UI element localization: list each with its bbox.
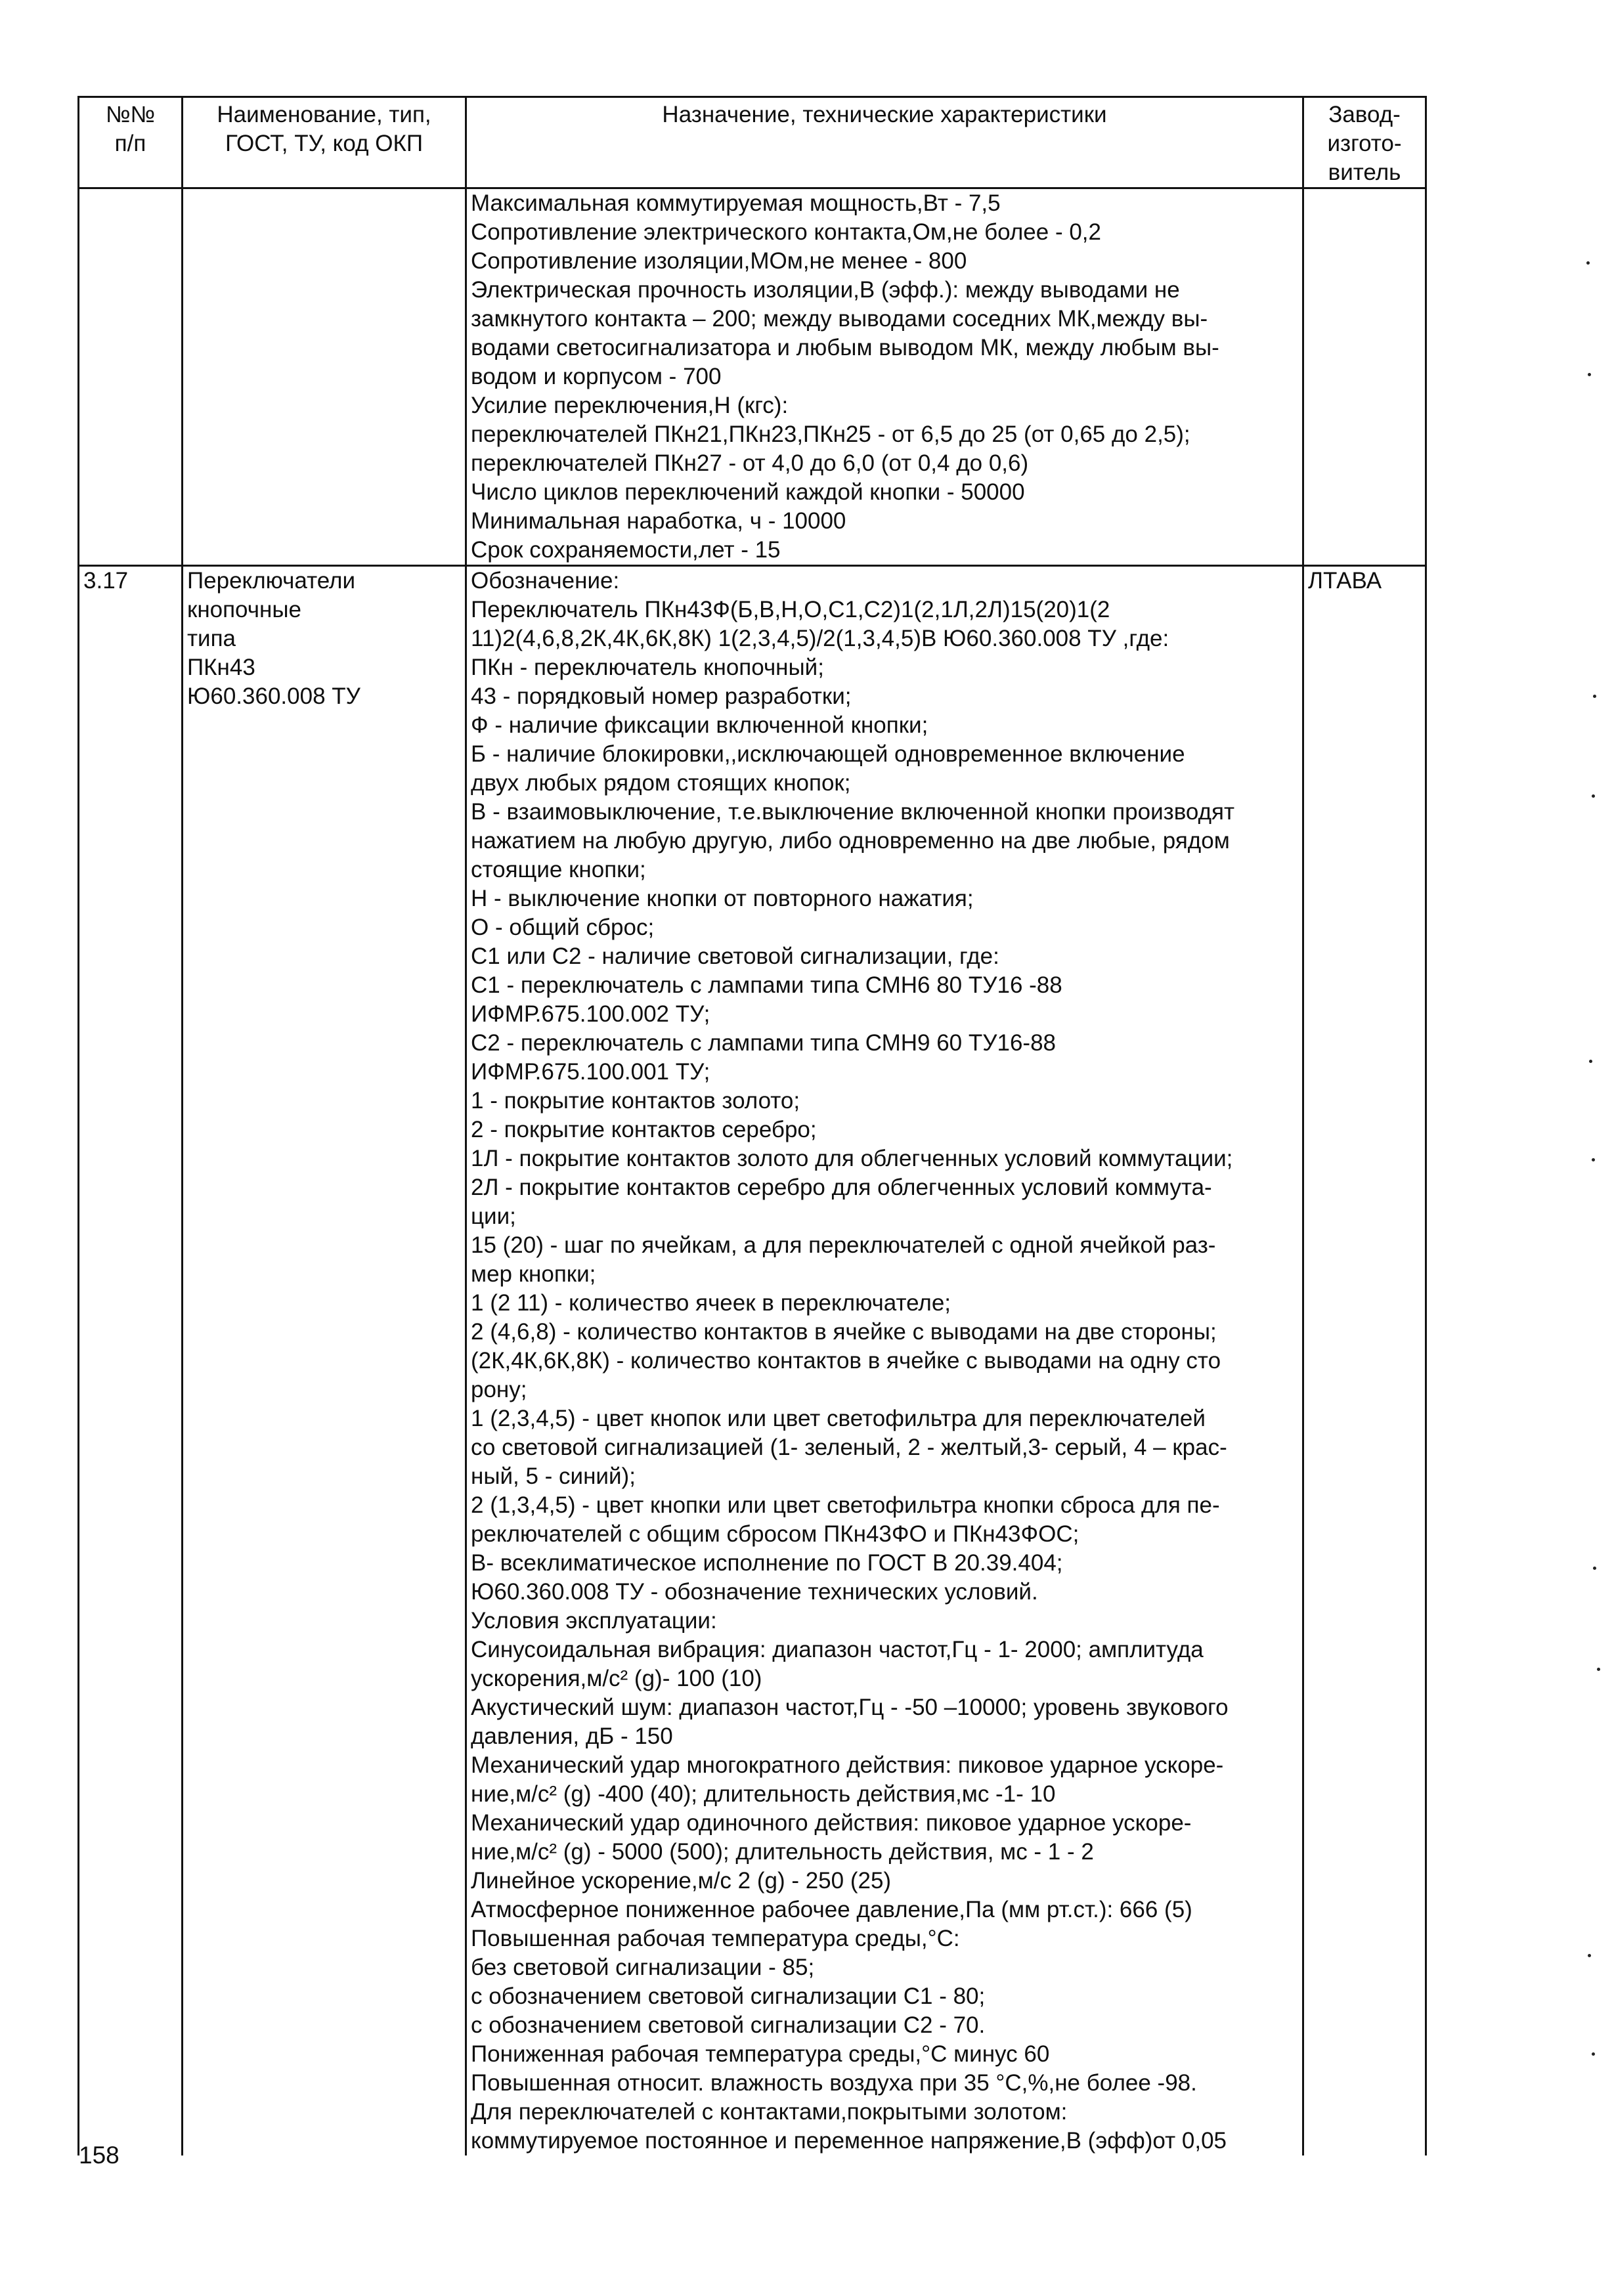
description-line: без световой сигнализации - 85; xyxy=(471,1955,815,1980)
name-line: Переключатели xyxy=(187,568,356,594)
scan-speck xyxy=(1592,794,1595,798)
description-line: Атмосферное пониженное рабочее давление,Па (мм рт.ст.): 666 (5) xyxy=(471,1897,1192,1922)
header-name: Наименование, тип, ГОСТ, ТУ, код ОКП xyxy=(183,97,466,188)
scan-speck xyxy=(1593,1567,1596,1570)
description-line: Для переключателей с контактами,покрытыми золотом: xyxy=(471,2099,1068,2125)
description-line: Усилие переключения,Н (кгс): xyxy=(471,393,789,418)
description-line: ние,м/с² (g) - 5000 (500); длительность действия, мс - 1 - 2 xyxy=(471,1839,1094,1865)
name-line: Ю60.360.008 ТУ xyxy=(187,683,360,709)
scan-speck xyxy=(1588,373,1591,376)
description-line: со световой сигнализацией (1- зеленый, 2 - желтый,3- серый, 4 – крас- xyxy=(471,1435,1227,1460)
scan-speck xyxy=(1586,261,1590,265)
description-line: Ф - наличие фиксации включенной кнопки; xyxy=(471,712,928,738)
description-line: ние,м/с² (g) -400 (40); длительность действия,мс -1- 10 xyxy=(471,1781,1056,1807)
name-line: кнопочные xyxy=(187,597,301,622)
table-row xyxy=(79,566,1426,2156)
header-purpose: Назначение, технические характеристики xyxy=(466,97,1303,188)
table-row xyxy=(79,188,1426,566)
description-line: Б - наличие блокировки,,исключающей одновременное включение xyxy=(471,741,1185,767)
description-line: Минимальная наработка, ч - 10000 xyxy=(471,508,846,534)
description-line: Число циклов переключений каждой кнопки - 50000 xyxy=(471,479,1025,505)
name-line: типа xyxy=(187,626,236,651)
description-line: переключателей ПКн27 - от 4,0 до 6,0 (от 0,4 до 0,6) xyxy=(471,450,1029,476)
description-line: двух любых рядом стоящих кнопок; xyxy=(471,770,851,796)
manufacturer: ЛТАВА xyxy=(1308,568,1382,594)
description-line: с обозначением световой сигнализации С2 - 70. xyxy=(471,2012,986,2038)
description-line: реключателей с общим сбросом ПКн43ФО и ПКн43ФОС; xyxy=(471,1521,1080,1547)
description-line: Линейное ускорение,м/с 2 (g) - 250 (25) xyxy=(471,1868,892,1894)
description-line: 1 - покрытие контактов золото; xyxy=(471,1088,800,1114)
name-line: ПКн43 xyxy=(187,655,255,680)
description-line: стоящие кнопки; xyxy=(471,857,646,882)
description-line: 1 (2 11) - количество ячеек в переключателе; xyxy=(471,1290,951,1316)
description-line: Максимальная коммутируемая мощность,Вт - 7,5 xyxy=(471,190,1001,216)
description-line: С2 - переключатель с лампами типа СМН9 60 ТУ16-88 xyxy=(471,1030,1056,1056)
cell-maker xyxy=(1303,188,1426,566)
description-line: Н - выключение кнопки от повторного нажатия; xyxy=(471,886,974,911)
cell-name xyxy=(183,188,466,566)
description-line: 1 (2,3,4,5) - цвет кнопок или цвет светофильтра для переключателей xyxy=(471,1406,1206,1431)
description-line: Повышенная относит. влажность воздуха при 35 °С,%,не более -98. xyxy=(471,2070,1197,2096)
description-line: Ю60.360.008 ТУ - обозначение технических условий. xyxy=(471,1579,1038,1605)
description-line: О - общий сброс; xyxy=(471,915,655,940)
document-page xyxy=(77,96,1425,2155)
cell-num xyxy=(79,188,183,566)
description-line: 2 (1,3,4,5) - цвет кнопки или цвет светофильтра кнопки сброса для пе- xyxy=(471,1492,1220,1518)
description-line: Электрическая прочность изоляции,В (эфф.): между выводами не xyxy=(471,277,1180,303)
description-line: мер кнопки; xyxy=(471,1261,596,1287)
description-line: ный, 5 - синий); xyxy=(471,1463,636,1489)
description-line: 1Л - покрытие контактов золото для облегченных условий коммутации; xyxy=(471,1146,1233,1171)
description-line: Условия эксплуатации: xyxy=(471,1608,717,1634)
cell-maker xyxy=(1303,566,1426,2156)
header-maker: Завод- изгото- витель xyxy=(1303,97,1426,188)
description-line: Механический удар одиночного действия: пиковое ударное ускоре- xyxy=(471,1810,1192,1836)
description-line: ИФМР.675.100.002 ТУ; xyxy=(471,1001,710,1027)
description-line: 43 - порядковый номер разработки; xyxy=(471,683,852,709)
description-line: (2К,4К,6К,8К) - количество контактов в ячейке с выводами на одну сто xyxy=(471,1348,1221,1374)
cell-description xyxy=(466,188,1303,566)
scan-speck xyxy=(1592,1158,1595,1161)
description-line: Механический удар многократного действия: пиковое ударное ускоре- xyxy=(471,1752,1224,1778)
description-line: Сопротивление изоляции,МОм,не менее - 800 xyxy=(471,248,967,274)
description-line: водом и корпусом - 700 xyxy=(471,364,722,389)
description-line: 2Л - покрытие контактов серебро для облегченных условий коммута- xyxy=(471,1175,1212,1200)
scan-speck xyxy=(1592,2052,1595,2056)
description-line: рону; xyxy=(471,1377,527,1402)
description-line: 11)2(4,6,8,2К,4К,6К,8К) 1(2,3,4,5)/2(1,3,4,5)В Ю60.360.008 ТУ ,где: xyxy=(471,626,1169,651)
description-line: Пониженная рабочая температура среды,°С минус 60 xyxy=(471,2041,1050,2067)
description-line: ции; xyxy=(471,1203,516,1229)
cell-num xyxy=(79,566,183,2156)
description-line: 15 (20) - шаг по ячейкам, а для переключателей с одной ячейкой раз- xyxy=(471,1232,1216,1258)
spec-table xyxy=(77,96,1427,2155)
description-line: водами светосигнализатора и любым выводом МК, между любым вы- xyxy=(471,335,1219,360)
description-line: давления, дБ - 150 xyxy=(471,1723,673,1749)
header-num: №№ п/п xyxy=(79,97,183,188)
description-line: ИФМР.675.100.001 ТУ; xyxy=(471,1059,710,1085)
description-line: Повышенная рабочая температура среды,°С: xyxy=(471,1926,960,1951)
description-line: коммутируемое постоянное и переменное напряжение,В (эфф)от 0,05 xyxy=(471,2128,1227,2154)
scan-speck xyxy=(1593,695,1596,698)
table-header xyxy=(79,97,1426,188)
description-line: нажатием на любую другую, либо одновременно на две любые, рядом xyxy=(471,828,1230,854)
description-line: Обозначение: xyxy=(471,568,620,594)
description-line: Сопротивление электрического контакта,Ом,не более - 0,2 xyxy=(471,219,1101,245)
scan-speck xyxy=(1597,1668,1600,1671)
description-line: ускорения,м/с² (g)- 100 (10) xyxy=(471,1666,762,1691)
description-line: В- всеклиматическое исполнение по ГОСТ В 20.39.404; xyxy=(471,1550,1063,1576)
scan-speck xyxy=(1588,1954,1591,1957)
description-line: В - взаимовыключение, т.е.выключение включенной кнопки производят xyxy=(471,799,1235,825)
description-line: С1 - переключатель с лампами типа СМН6 80 ТУ16 -88 xyxy=(471,972,1062,998)
description-line: С1 или С2 - наличие световой сигнализации, где: xyxy=(471,943,999,969)
cell-description xyxy=(466,566,1303,2156)
description-line: ПКн - переключатель кнопочный; xyxy=(471,655,824,680)
page-number: 158 xyxy=(79,2142,120,2169)
description-line: переключателей ПКн21,ПКн23,ПКн25 - от 6,5 до 25 (от 0,65 до 2,5); xyxy=(471,422,1190,447)
description-line: Срок сохраняемости,лет - 15 xyxy=(471,537,781,563)
description-line: Переключатель ПКн43Ф(Б,В,Н,О,С1,С2)1(2,1Л,2Л)15(20)1(2 xyxy=(471,597,1110,622)
description-line: Синусоидальная вибрация: диапазон частот,Гц - 1- 2000; амплитуда xyxy=(471,1637,1204,1662)
description-line: 2 - покрытие контактов серебро; xyxy=(471,1117,817,1142)
description-line: замкнутого контакта – 200; между выводами соседних МК,между вы- xyxy=(471,306,1208,332)
scan-speck xyxy=(1589,1060,1592,1063)
description-line: с обозначением световой сигнализации С1 - 80; xyxy=(471,1983,986,2009)
cell-name xyxy=(183,566,466,2156)
description-line: 2 (4,6,8) - количество контактов в ячейке с выводами на две стороны; xyxy=(471,1319,1217,1345)
item-number: 3.17 xyxy=(83,568,129,594)
description-line: Акустический шум: диапазон частот,Гц - -50 –10000; уровень звукового xyxy=(471,1695,1229,1720)
